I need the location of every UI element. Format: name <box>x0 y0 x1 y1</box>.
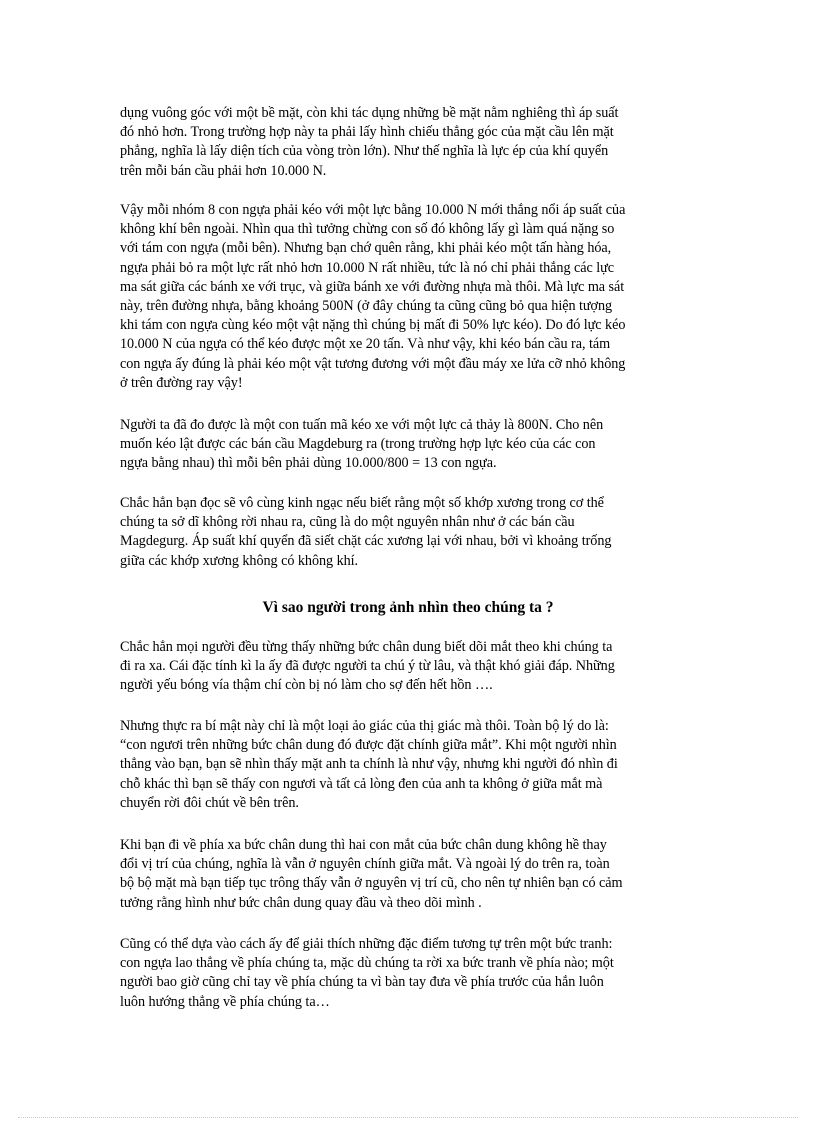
text-line: người bao giờ cũng chỉ tay về phía chúng ta vì bàn tay đưa về phía trước của hắn luôn <box>120 974 604 991</box>
page-bottom-rule <box>18 1117 798 1118</box>
text-line: Người ta đã đo được là một con tuấn mã kéo xe với một lực cả thảy là 800N. Cho nên <box>120 417 604 433</box>
text-line: Magdegurg. Áp suất khí quyển đã siết chặt các xương lại với nhau, bởi vì khoảng trống <box>120 533 612 550</box>
text-line: “con ngươi trên những bức chân dung đó được đặt chính giữa mắt”. Khi một người nhìn <box>120 737 617 754</box>
text-line: không khí bên ngoài. Nhìn qua thì tưởng chừng con số đó không lấy gì làm quá nặng so <box>120 221 615 238</box>
paragraph-8 <box>120 935 700 1012</box>
paragraph-1 <box>120 104 700 181</box>
paragraph-4 <box>120 494 700 571</box>
text-line: con ngựa lao thẳng về phía chúng ta, mặc dù chúng ta rời xa bức tranh về phía nào; một <box>120 955 614 972</box>
text-line: bộ bộ mặt mà bạn tiếp tục trông thấy vẫn ở nguyên vị trí cũ, cho nên tự nhiên bạn có cảm <box>120 875 623 892</box>
paragraph-6 <box>120 717 700 813</box>
text-line: Chắc hẳn bạn đọc sẽ vô cùng kinh ngạc nếu biết rằng một số khớp xương trong cơ thể <box>120 495 604 511</box>
text-line: Vậy mỗi nhóm 8 con ngựa phải kéo với một lực bằng 10.000 N mới thắng nổi áp suất của <box>120 202 626 218</box>
text-line: tưởng rằng hình như bức chân dung quay đầu và theo dõi mình . <box>120 894 482 911</box>
text-line: ở trên đường ray vậy! <box>120 374 243 391</box>
paragraph-5 <box>120 638 700 696</box>
text-line: chỗ khác thì bạn sẽ thấy con ngươi và tất cả lòng đen của anh ta không ở giữa mắt mà <box>120 775 603 792</box>
paragraph-2 <box>120 201 700 393</box>
text-line: chuyển rời đôi chút về bên trên. <box>120 794 299 811</box>
text-line: con ngựa ấy đúng là phải kéo một vật tương đương với một đầu máy xe lửa cỡ nhỏ không <box>120 355 626 372</box>
text-line: khi tám con ngựa cùng kéo một vật nặng thì chúng bị mất đi 50% lực kéo). Do đó lực kéo <box>120 317 626 334</box>
text-line: 10.000 N của ngựa có thể kéo được một xe 20 tấn. Và như vậy, khi kéo bán cầu ra, tám <box>120 336 611 353</box>
paragraph-7 <box>120 836 700 913</box>
text-line: trên mỗi bán cầu phải hơn 10.000 N. <box>120 162 327 179</box>
section-heading: Vì sao người trong ảnh nhìn theo chúng ta ? <box>262 599 554 616</box>
text-line: muốn kéo lật được các bán cầu Magdeburg ra (trong trường hợp lực kéo của các con <box>120 436 596 453</box>
text-line: phẳng, nghĩa là lấy diện tích của vòng tròn lớn). Như thế nghĩa là lực ép của khí quyển <box>120 143 609 160</box>
text-line: với tám con ngựa (mỗi bên). Nhưng bạn chớ quên rằng, khi phải kéo một tấn hàng hóa, <box>120 240 612 257</box>
text-line: ma sát giữa các bánh xe với trục, và giữa bánh xe với đường nhựa mà thôi. Mà lực ma sát <box>120 278 625 295</box>
text-line: đi ra xa. Cái đặc tính kì la ấy đã được người ta chú ý từ lâu, và thật khó giải đáp. Những <box>120 658 615 675</box>
text-line: ngựa phải bỏ ra một lực rất nhỏ hơn 10.000 N rất nhiều, tức là nó chỉ phải thắng các lực <box>120 259 615 276</box>
text-line: chúng ta sở dĩ không rời nhau ra, cũng là do một nguyên nhân như ở các bán cầu <box>120 514 575 531</box>
text-line: này, trên đường nhựa, bằng khoảng 500N (ở đây chúng ta cũng cũng bỏ qua hiện tượng <box>120 297 613 314</box>
text-line: Nhưng thực ra bí mật này chỉ là một loại ảo giác của thị giác mà thôi. Toàn bộ lý do là: <box>120 718 609 734</box>
text-line: giữa các khớp xương không có không khí. <box>120 552 359 569</box>
paragraph-3 <box>120 416 700 474</box>
text-line: Chắc hẳn mọi người đều từng thấy những bức chân dung biết dõi mắt theo khi chúng ta <box>120 639 613 655</box>
text-line: thẳng vào bạn, bạn sẽ nhìn thấy mặt anh ta chính là như vậy, nhưng khi người đó nhìn đi <box>120 756 618 773</box>
text-line: Cũng có thể dựa vào cách ấy để giải thích những đặc điểm tương tự trên một bức tranh: <box>120 936 613 952</box>
text-line: đổi vị trí của chúng, nghĩa là vẫn ở nguyên chính giữa mắt. Và ngoài lý do trên ra, toàn <box>120 856 610 873</box>
text-line: đó nhỏ hơn. Trong trường hợp này ta phải lấy hình chiếu thẳng góc của mặt cầu lên mặt <box>120 124 614 141</box>
text-line: người yếu bóng vía thậm chí còn bị nó làm cho sợ đến hết hồn …. <box>120 677 493 694</box>
text-line: Khi bạn đi về phía xa bức chân dung thì hai con mắt của bức chân dung không hề thay <box>120 837 607 853</box>
text-line: dụng vuông góc với một bề mặt, còn khi tác dụng những bề mặt nằm nghiêng thì áp suất <box>120 105 619 121</box>
text-line: ngựa bằng nhau) thì mỗi bên phải dùng 10.000/800 = 13 con ngựa. <box>120 455 497 472</box>
text-line: luôn hướng thẳng về phía chúng ta… <box>120 993 330 1010</box>
